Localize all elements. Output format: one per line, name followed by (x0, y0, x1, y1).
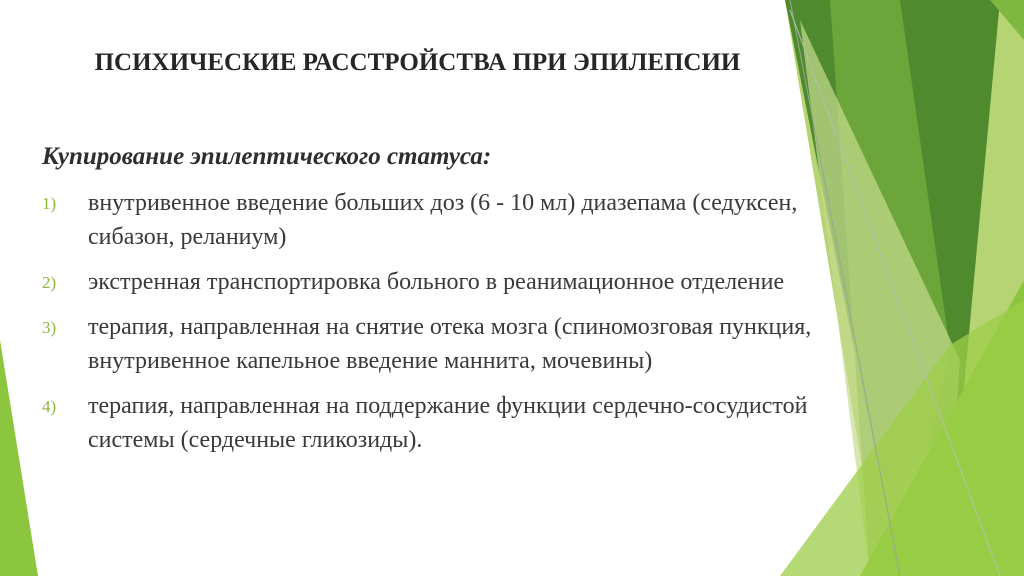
list-item (42, 186, 872, 254)
list-item (42, 389, 872, 457)
list-item-number: 2) (42, 273, 57, 292)
list-item (42, 310, 872, 378)
list-item-number: 1) (42, 194, 57, 213)
slide-subtitle: Купирование эпилептического статуса: (42, 143, 492, 170)
facet-left-wedge (0, 340, 38, 576)
list-item-text: терапия, направленная на поддержание функции сердечно-сосудистой системы (сердечные гликозиды). (88, 393, 808, 453)
list-item-text: внутривенное введение больших доз (6 - 10 мл) диазепама (седуксен, сибазон, реланиум) (88, 190, 798, 250)
slide-title: ПСИХИЧЕСКИЕ РАССТРОЙСТВА ПРИ ЭПИЛЕПСИИ (94, 49, 741, 76)
list-item-text: терапия, направленная на снятие отека мозга (спиномозговая пункция, внутривенное капельное введение маннита, мочевины) (88, 314, 812, 374)
list-item-number: 3) (42, 318, 57, 337)
list-item-number: 4) (42, 397, 57, 416)
list-item-text: экстренная транспортировка больного в реанимационное отделение (88, 269, 785, 295)
numbered-list (42, 186, 872, 468)
list-item (42, 265, 872, 299)
